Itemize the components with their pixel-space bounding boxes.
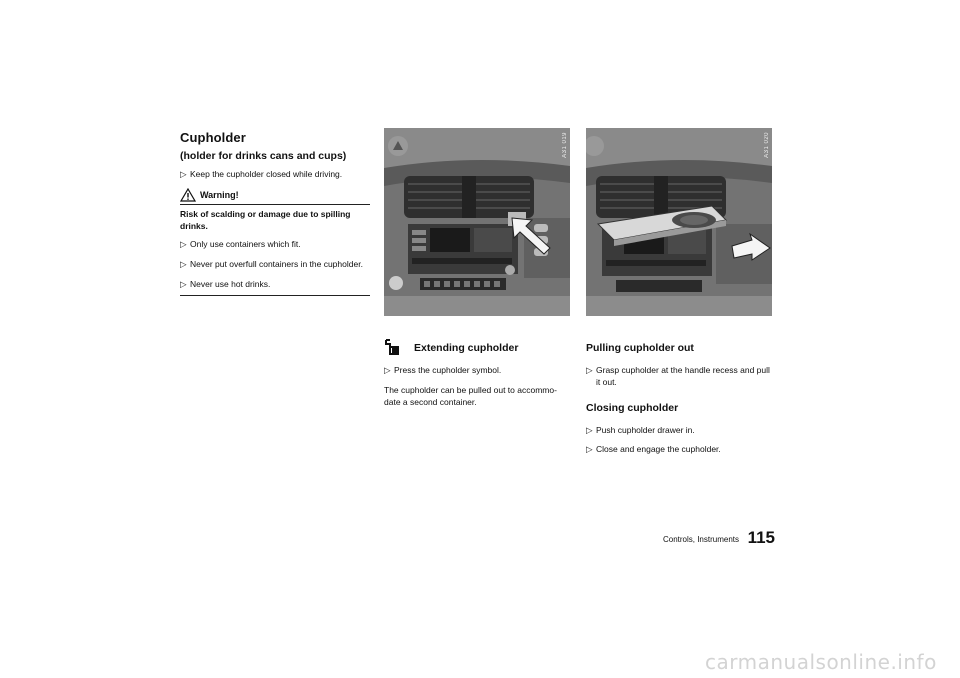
cupholder-photo-pulling-out: [586, 128, 772, 316]
list-item: [586, 424, 695, 436]
cupholder-symbol-icon: [384, 338, 400, 356]
list-item-text: Grasp cupholder at the handle recess and pull: [596, 365, 770, 375]
list-item: [180, 168, 342, 180]
extending-heading: [384, 338, 574, 358]
footer-section-label: Controls, Instruments: [662, 535, 739, 544]
paragraph-line: The cupholder can be pulled out to accommo-: [384, 385, 557, 395]
list-item: [384, 364, 501, 376]
list-item-text: Only use containers which fit.: [190, 239, 301, 249]
list-item: [180, 278, 270, 290]
watermark: carmanualsonline.info: [705, 650, 937, 674]
list-item: [180, 258, 363, 270]
bullet-arrow-icon: ▷: [384, 365, 391, 375]
list-item-text: Close and engage the cupholder.: [596, 444, 721, 454]
warning-text-line: Risk of scalding or damage due to spilling: [180, 209, 351, 219]
photo-code: A31 019: [562, 132, 568, 158]
warning-icon: [180, 188, 196, 202]
list-item-text: Keep the cupholder closed while driving.: [190, 169, 343, 179]
list-item: [586, 443, 721, 455]
list-item-text: Never use hot drinks.: [190, 279, 271, 289]
warning-divider: [180, 204, 370, 205]
section-heading: Closing cupholder: [586, 402, 679, 414]
bullet-arrow-icon: ▷: [180, 259, 187, 269]
section-heading: Pulling cupholder out: [586, 342, 694, 354]
warning-header: [180, 188, 370, 202]
bullet-arrow-icon: ▷: [586, 444, 593, 454]
list-item-text: it out.: [596, 377, 617, 387]
list-item-text: Push cupholder drawer in.: [596, 425, 695, 435]
page-number: 115: [747, 528, 775, 547]
bullet-arrow-icon: ▷: [180, 239, 187, 249]
page-footer: [640, 528, 775, 550]
list-item: [180, 238, 301, 250]
list-item-text: Never put overfull containers in the cupholder.: [190, 259, 363, 269]
warning-label: Warning!: [200, 190, 239, 200]
page-subtitle: (holder for drinks cans and cups): [180, 150, 347, 162]
bullet-arrow-icon: ▷: [586, 365, 593, 375]
warning-end-divider: [180, 295, 370, 296]
warning-text-line: drinks.: [180, 221, 208, 231]
bullet-arrow-icon: ▷: [586, 425, 593, 435]
bullet-arrow-icon: ▷: [180, 169, 187, 179]
paragraph-line: date a second container.: [384, 397, 477, 407]
bullet-arrow-icon: ▷: [180, 279, 187, 289]
cupholder-photo-extending: [384, 128, 570, 316]
body-paragraph: [384, 384, 574, 408]
photo-code: A31 020: [764, 132, 770, 158]
section-heading: Extending cupholder: [414, 342, 519, 354]
page-title: Cupholder: [180, 130, 246, 145]
list-item-text: Press the cupholder symbol.: [394, 365, 502, 375]
warning-text: [180, 208, 370, 232]
list-item: [586, 364, 786, 388]
